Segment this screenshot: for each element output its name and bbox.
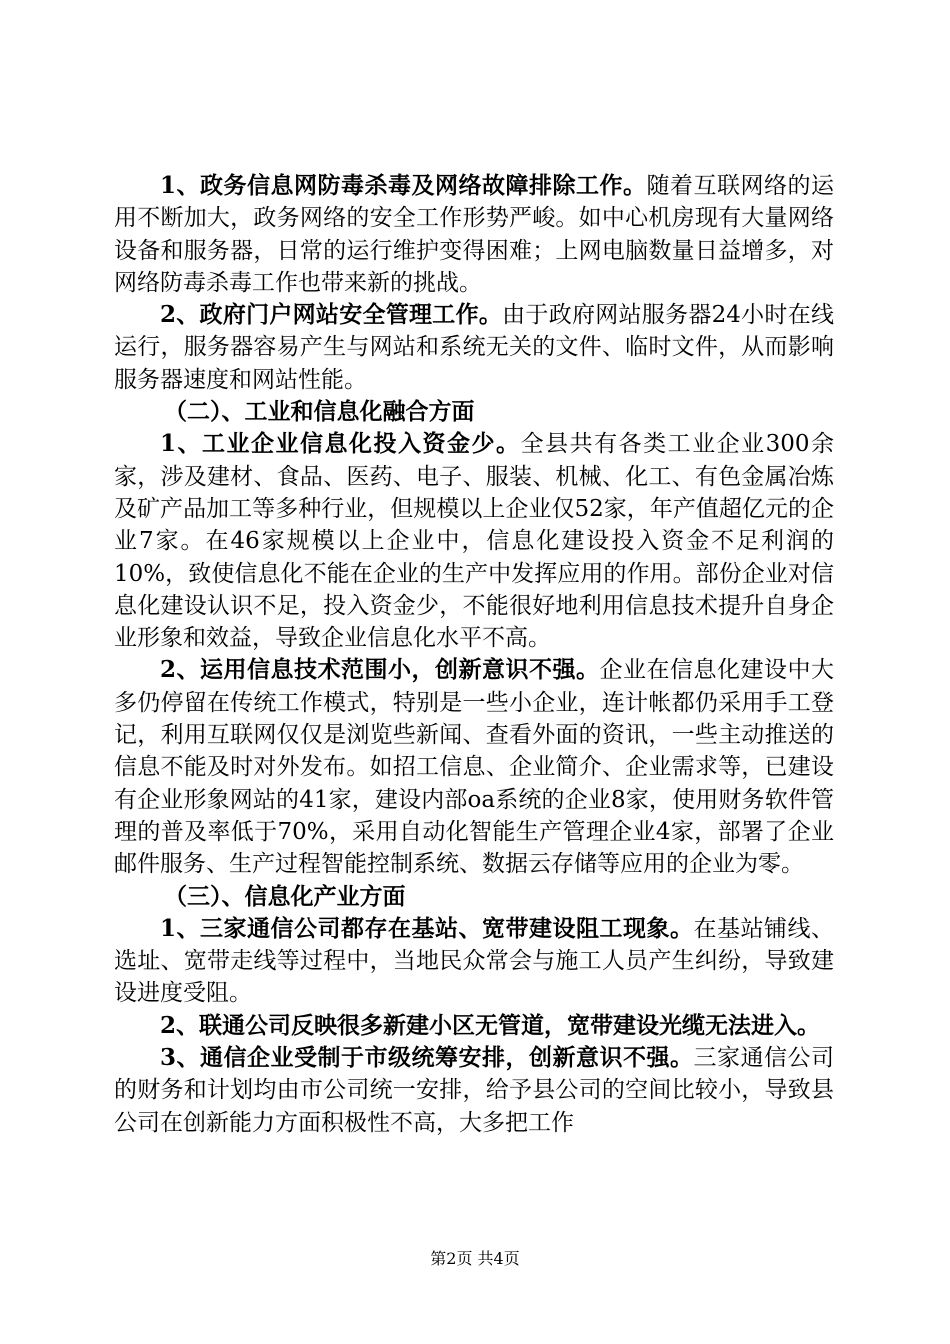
paragraph-lead: 1、政务信息网防毒杀毒及网络故障排除工作。 [160, 172, 647, 199]
paragraph-lead: 2、运用信息技术范围小，创新意识不强。 [160, 656, 600, 684]
paragraph-lead: 1、工业企业信息化投入资金少。 [160, 430, 521, 458]
paragraph-text: 三家通信公司的财务和计划均由市公司统一安排，给予县公司的空间比较小，导致县公司在创新能力方面积极性不高，大多把工作 [114, 1045, 834, 1136]
paragraph-1 [114, 170, 834, 299]
paragraph-7 [114, 1042, 834, 1139]
paragraph-lead: 2、联通公司反映很多新建小区无管道，宽带建设光缆无法进入。 [160, 1011, 821, 1039]
section-heading-2: （二）、工业和信息化融合方面 [164, 398, 475, 426]
paragraph-text: 企业在信息化建设中大多仍停留在传统工作模式，特别是一些小企业，连计帐都仍采用手工登记，利用互联网仅仅是浏览些新闻、查看外面的资讯，一些主动推送的信息不能及时对外发布。如招工信息、企业简介、企业需求等，已建设有企业形象网站的41家，建设内部oa系统的企业8家，使用财务软件管理的普及率低于70%，采用自动化智能生产管理企业4家，部署了企业邮件服务、生产过程智能控制系统、数据云存储等应用的企业为零。 [114, 657, 834, 878]
paragraph-text: 在基站铺线、选址、宽带走线等过程中，当地民众常会与施工人员产生纠纷，导致建设进度受阻。 [114, 915, 834, 1007]
paragraph-text: 由于政府网站服务器24小时在线运行，服务器容易产生与网站和系统无关的文件、临时文件，从而影响服务器速度和网站性能。 [114, 302, 834, 393]
page-number-label: 第2页 共4页 [430, 1249, 520, 1268]
paragraph-text: 全县共有各类工业企业300余家，涉及建材、食品、医药、电子、服装、机械、化工、有色金属冶炼及矿产品加工等多种行业，但规模以上企业仅52家，年产值超亿元的企业7家。在46家规模以上企业中，信息化建设投入资金不足利润的10%，致使信息化不能在企业的生产中发挥应用的作用。部份企业对信息化建设认识不足，投入资金少，不能很好地利用信息技术提升自身企业形象和效益，导致企业信息化水平不高。 [114, 431, 834, 652]
paragraph-lead: 3、通信企业受制于市级统筹安排，创新意识不强。 [160, 1044, 694, 1072]
paragraph-6 [114, 1010, 834, 1042]
paragraph-2 [114, 299, 834, 396]
section-heading-3: （三）、信息化产业方面 [164, 882, 406, 910]
paragraph-4 [114, 654, 834, 880]
page-footer [0, 1246, 950, 1269]
paragraph-lead: 1、三家通信公司都存在基站、宽带建设阻工现象。 [160, 914, 694, 942]
paragraph-5 [114, 913, 834, 1010]
document-body [114, 170, 834, 1139]
paragraph-lead: 2、政府门户网站安全管理工作。 [160, 301, 503, 329]
paragraph-3 [114, 428, 834, 654]
paragraph-text: 随着互联网络的运用不断加大，政务网络的安全工作形势严峻。如中心机房现有大量网络设备和服务器，日常的运行维护变得困难；上网电脑数量日益增多，对网络防毒杀毒工作也带来新的挑战。 [114, 173, 834, 296]
